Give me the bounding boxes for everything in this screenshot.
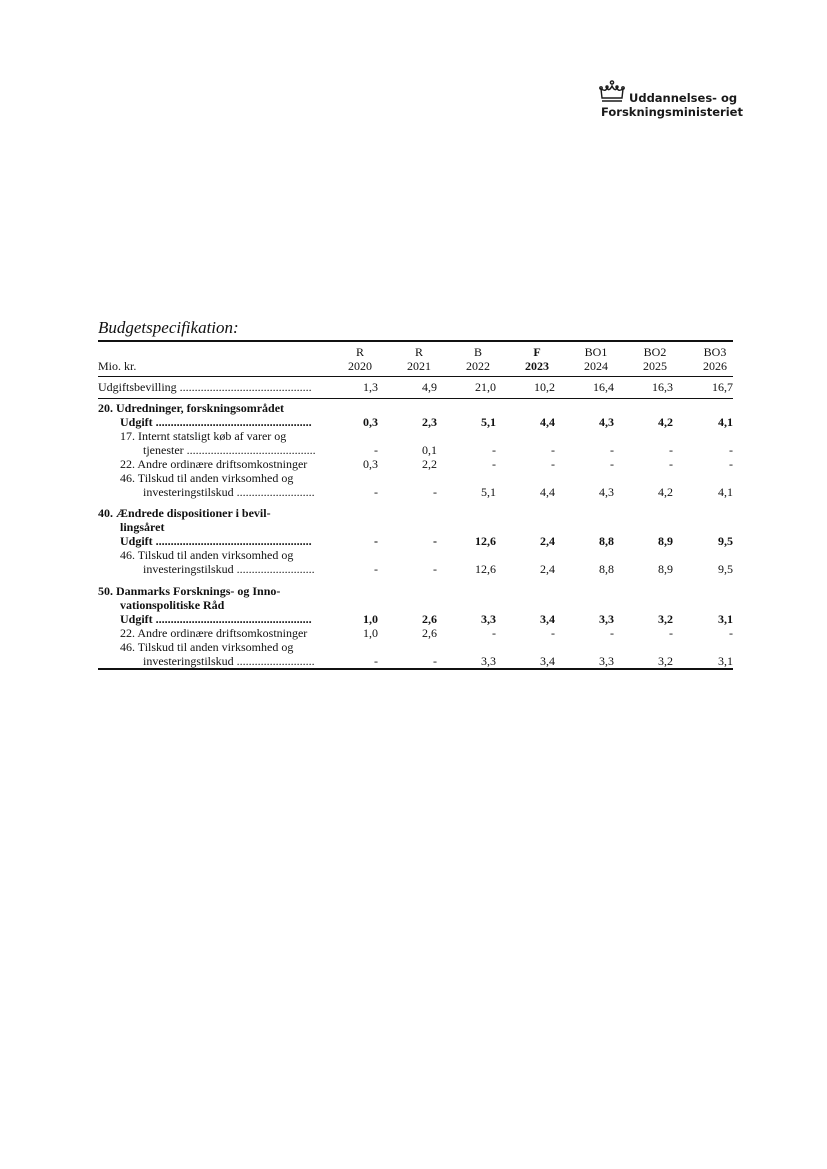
table-cell: 3,1 <box>718 612 733 626</box>
table-cell: 16,7 <box>712 380 733 394</box>
column-header-year: 2021 <box>407 359 431 373</box>
table-bottom-rule <box>98 668 733 670</box>
column-header-type: B <box>473 345 482 359</box>
table-cell: 2,6 <box>422 626 437 640</box>
table-cell: - <box>492 443 496 457</box>
table-cell: - <box>492 457 496 471</box>
row-label: lingsåret <box>120 520 165 534</box>
table-cell: - <box>669 457 673 471</box>
table-cell: - <box>669 443 673 457</box>
table-cell: 21,0 <box>475 380 496 394</box>
table-cell: 4,4 <box>540 485 555 499</box>
table-cell: 4,9 <box>422 380 437 394</box>
row-label: 22. Andre ordinære driftsomkostninger <box>120 457 308 471</box>
logo-line-2: Forskningsministeriet <box>601 105 743 119</box>
table-cell: 1,3 <box>363 380 378 394</box>
table-cell: 2,6 <box>422 612 437 626</box>
table-cell: 8,9 <box>658 534 673 548</box>
row-label: vationspolitiske Råd <box>120 598 225 612</box>
page-title: Budgetspecifikation: <box>98 318 239 337</box>
table-cell: 3,2 <box>658 654 673 668</box>
row-label: tjenester ........................................... <box>143 443 316 457</box>
leader-dots: ............................................ <box>176 380 312 394</box>
column-header-year: 2022 <box>466 359 490 373</box>
table-cell: 0,3 <box>363 457 378 471</box>
leader-dots: .................................................... <box>152 534 312 548</box>
row-label: 46. Tilskud til anden virksomhed og <box>120 471 294 485</box>
table-cell: 0,1 <box>422 443 437 457</box>
column-header-type: R <box>355 345 364 359</box>
row-label: Udgift .................................................... <box>120 415 312 429</box>
leader-dots: .................................................... <box>152 415 312 429</box>
table-cell: 4,3 <box>599 485 614 499</box>
table-cell: 4,4 <box>540 415 555 429</box>
table-cell: 1,0 <box>363 626 378 640</box>
table-cell: 3,4 <box>540 612 555 626</box>
column-header-type: R <box>414 345 423 359</box>
table-cell: 3,1 <box>718 654 733 668</box>
table-cell: 5,1 <box>481 485 496 499</box>
table-cell: 8,8 <box>599 534 614 548</box>
table-cell: 3,3 <box>599 612 614 626</box>
table-cell: - <box>610 626 614 640</box>
table-cell: - <box>610 443 614 457</box>
row-label: 46. Tilskud til anden virksomhed og <box>120 640 294 654</box>
table-cell: 8,9 <box>658 562 673 576</box>
table-cell: - <box>551 457 555 471</box>
row-label: 40. Ændrede dispositioner i bevil- <box>98 506 271 520</box>
row-label: 50. Danmarks Forsknings- og Inno- <box>98 584 281 598</box>
column-header-year: 2026 <box>703 359 727 373</box>
logo-line-1: Uddannelses- og <box>629 91 738 105</box>
table-cell: 2,4 <box>540 534 555 548</box>
ministry-logo <box>596 76 743 120</box>
leader-dots: ........................................... <box>183 443 316 457</box>
row-label: investeringstilskud .......................... <box>143 485 315 499</box>
table-cell: 9,5 <box>718 562 733 576</box>
row-label: investeringstilskud .......................... <box>143 562 315 576</box>
table-cell: 4,3 <box>599 415 614 429</box>
table-cell: 2,2 <box>422 457 437 471</box>
row-label: Udgift .................................................... <box>120 534 312 548</box>
table-cell: 16,3 <box>652 380 673 394</box>
column-header-type: F <box>533 345 541 359</box>
table-cell: 12,6 <box>475 534 496 548</box>
column-header-type: BO1 <box>584 345 608 359</box>
leader-dots: .......................... <box>233 485 315 499</box>
table-subtotal-rule <box>98 398 733 399</box>
table-cell: - <box>610 457 614 471</box>
row-label: Udgift .................................................... <box>120 612 312 626</box>
column-header-type: BO3 <box>703 345 727 359</box>
table-cell: 1,0 <box>363 612 378 626</box>
table-cell: - <box>551 443 555 457</box>
table-cell: - <box>374 485 378 499</box>
table-cell: - <box>433 534 437 548</box>
column-header-year: 2024 <box>584 359 608 373</box>
table-cell: 4,2 <box>658 485 673 499</box>
row-label: 22. Andre ordinære driftsomkostninger <box>120 626 308 640</box>
row-label: 17. Internt statsligt køb af varer og <box>120 429 287 443</box>
table-cell: 12,6 <box>475 562 496 576</box>
table-cell: - <box>729 626 733 640</box>
table-cell: 3,3 <box>599 654 614 668</box>
table-cell: 2,3 <box>422 415 437 429</box>
table-cell: 8,8 <box>599 562 614 576</box>
table-cell: 3,3 <box>481 654 496 668</box>
table-cell: - <box>492 626 496 640</box>
row-label: investeringstilskud .......................... <box>143 654 315 668</box>
table-top-rule <box>98 340 733 342</box>
table-cell: 9,5 <box>718 534 733 548</box>
table-cell: - <box>374 534 378 548</box>
column-header-year: 2025 <box>643 359 667 373</box>
table-cell: - <box>374 443 378 457</box>
table-cell: 3,4 <box>540 654 555 668</box>
table-cell: 4,1 <box>718 415 733 429</box>
table-cell: 16,4 <box>593 380 614 394</box>
table-cell: 5,1 <box>481 415 496 429</box>
table-cell: 2,4 <box>540 562 555 576</box>
table-cell: 4,2 <box>658 415 673 429</box>
leader-dots: .......................... <box>233 562 315 576</box>
table-cell: - <box>374 562 378 576</box>
table-cell: - <box>669 626 673 640</box>
crown-icon <box>598 78 626 106</box>
table-cell: 3,3 <box>481 612 496 626</box>
table-header-rule <box>98 376 733 377</box>
table-cell: 10,2 <box>534 380 555 394</box>
table-cell: - <box>729 443 733 457</box>
leader-dots: .......................... <box>233 654 315 668</box>
row-label: 20. Udredninger, forskningsområdet <box>98 401 285 415</box>
table-cell: - <box>433 562 437 576</box>
unit-label: Mio. kr. <box>98 359 137 373</box>
table-cell: - <box>433 485 437 499</box>
table-cell: 4,1 <box>718 485 733 499</box>
table-cell: 0,3 <box>363 415 378 429</box>
table-cell: 3,2 <box>658 612 673 626</box>
column-header-year: 2023 <box>525 359 549 373</box>
table-cell: - <box>729 457 733 471</box>
column-header-type: BO2 <box>643 345 667 359</box>
row-label: 46. Tilskud til anden virksomhed og <box>120 548 294 562</box>
row-label: Udgiftsbevilling ............................................ <box>98 380 312 394</box>
table-cell: - <box>551 626 555 640</box>
table-cell: - <box>374 654 378 668</box>
leader-dots: .................................................... <box>152 612 312 626</box>
column-header-year: 2020 <box>348 359 372 373</box>
table-cell: - <box>433 654 437 668</box>
